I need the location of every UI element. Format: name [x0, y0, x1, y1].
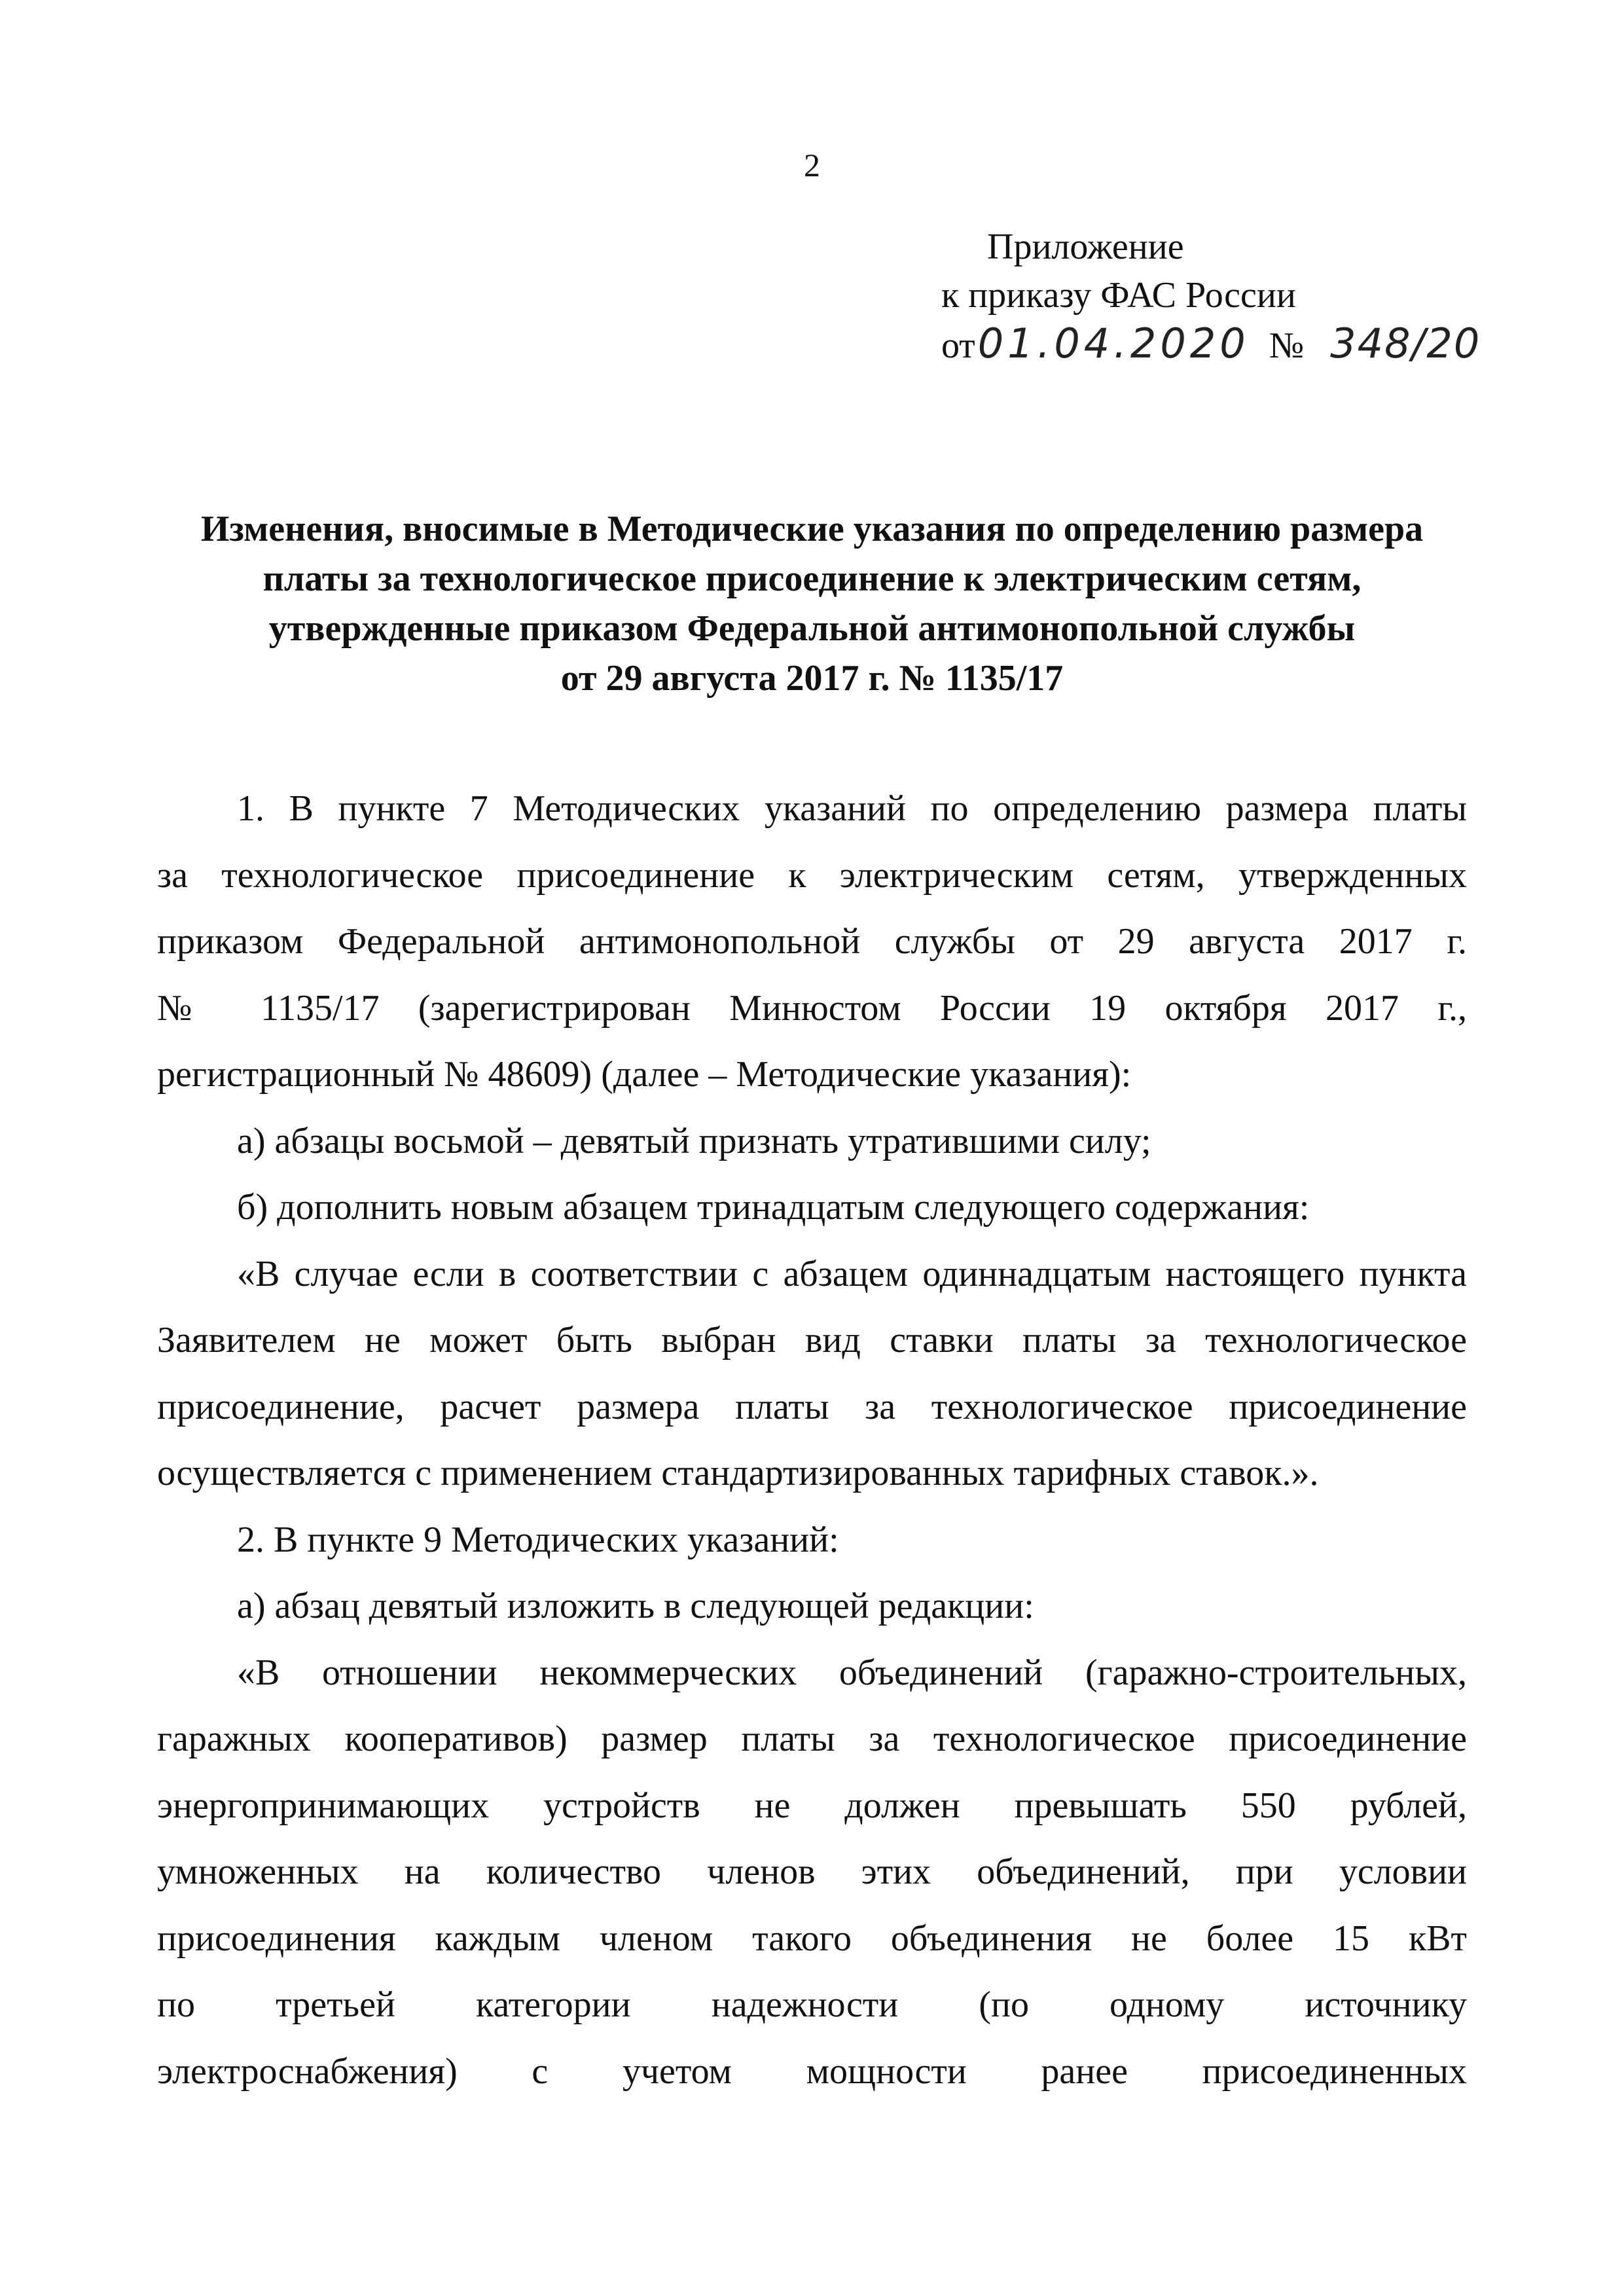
body-line: а) абзацы восьмой – девятый признать утратившими силу;: [237, 1120, 1151, 1161]
body-line: № 1135/17 (зарегистрирован Минюстом России 19 октября 2017 г.,: [157, 987, 1467, 1029]
body-line: умноженных на количество членов этих объединений, при условии: [157, 1851, 1467, 1892]
body-line: осуществляется с применением стандартизированных тарифных ставок.».: [157, 1453, 1319, 1493]
body-line: по третьей категории надежности (по одному источнику: [157, 1984, 1467, 2025]
body-line: энергопринимающих устройств не должен превышать 550 рублей,: [157, 1785, 1467, 1826]
body-line: «В случае если в соответствии с абзацем одиннадцатым настоящего пункта: [237, 1253, 1467, 1294]
body-line: а) абзац девятый изложить в следующей редакции:: [237, 1586, 1034, 1626]
body-line: «В отношении некоммерческих объединений (гаражно-строительных,: [237, 1652, 1467, 1693]
document-title: [152, 504, 1472, 703]
body-line: присоединение, расчет размера платы за технологическое присоединение: [157, 1386, 1467, 1427]
title-line: утвержденные приказом Федеральной антимонопольной службы: [268, 608, 1356, 649]
body-line: 2. В пункте 9 Методических указаний:: [237, 1519, 839, 1560]
body-line: гаражных кооперативов) размер платы за технологическое присоединение: [157, 1719, 1467, 1759]
body-line: б) дополнить новым абзацем тринадцатым следующего содержания:: [237, 1187, 1310, 1228]
appendix-header: [941, 223, 1481, 370]
title-line: от 29 августа 2017 г. № 1135/17: [560, 658, 1064, 699]
title-line: Изменения, вносимые в Методические указания по определению размера: [200, 509, 1424, 549]
body-line: приказом Федеральной антимонопольной службы от 29 августа 2017 г.: [157, 921, 1467, 962]
order-prefix: от: [941, 325, 975, 366]
body-line: Заявителем не может быть выбран вид ставки платы за технологическое: [157, 1320, 1467, 1360]
page-number: 2: [804, 147, 820, 183]
body-line: 1. В пункте 7 Методических указаний по определению размера платы: [237, 788, 1467, 829]
order-number-sign: №: [1269, 325, 1305, 366]
appendix-order-ref: к приказу ФАС России: [941, 275, 1296, 316]
body-line: за технологическое присоединение к электрическим сетям, утвержденных: [157, 854, 1467, 896]
appendix-order-line: [941, 319, 1481, 370]
body-line: регистрационный № 48609) (далее – Методические указания):: [157, 1054, 1132, 1095]
handwritten-order-number: 348/20: [1330, 319, 1481, 367]
handwritten-order-date: 01.04.2020: [977, 319, 1250, 367]
body-line: электроснабжения) с учетом мощности ранее присоединенных: [157, 2050, 1467, 2092]
title-line: платы за технологическое присоединение к электрическим сетям,: [262, 558, 1362, 599]
appendix-label: Приложение: [987, 227, 1184, 267]
document-body: [157, 776, 1467, 2105]
body-line: присоединения каждым членом такого объединения не более 15 кВт: [157, 1918, 1467, 1959]
